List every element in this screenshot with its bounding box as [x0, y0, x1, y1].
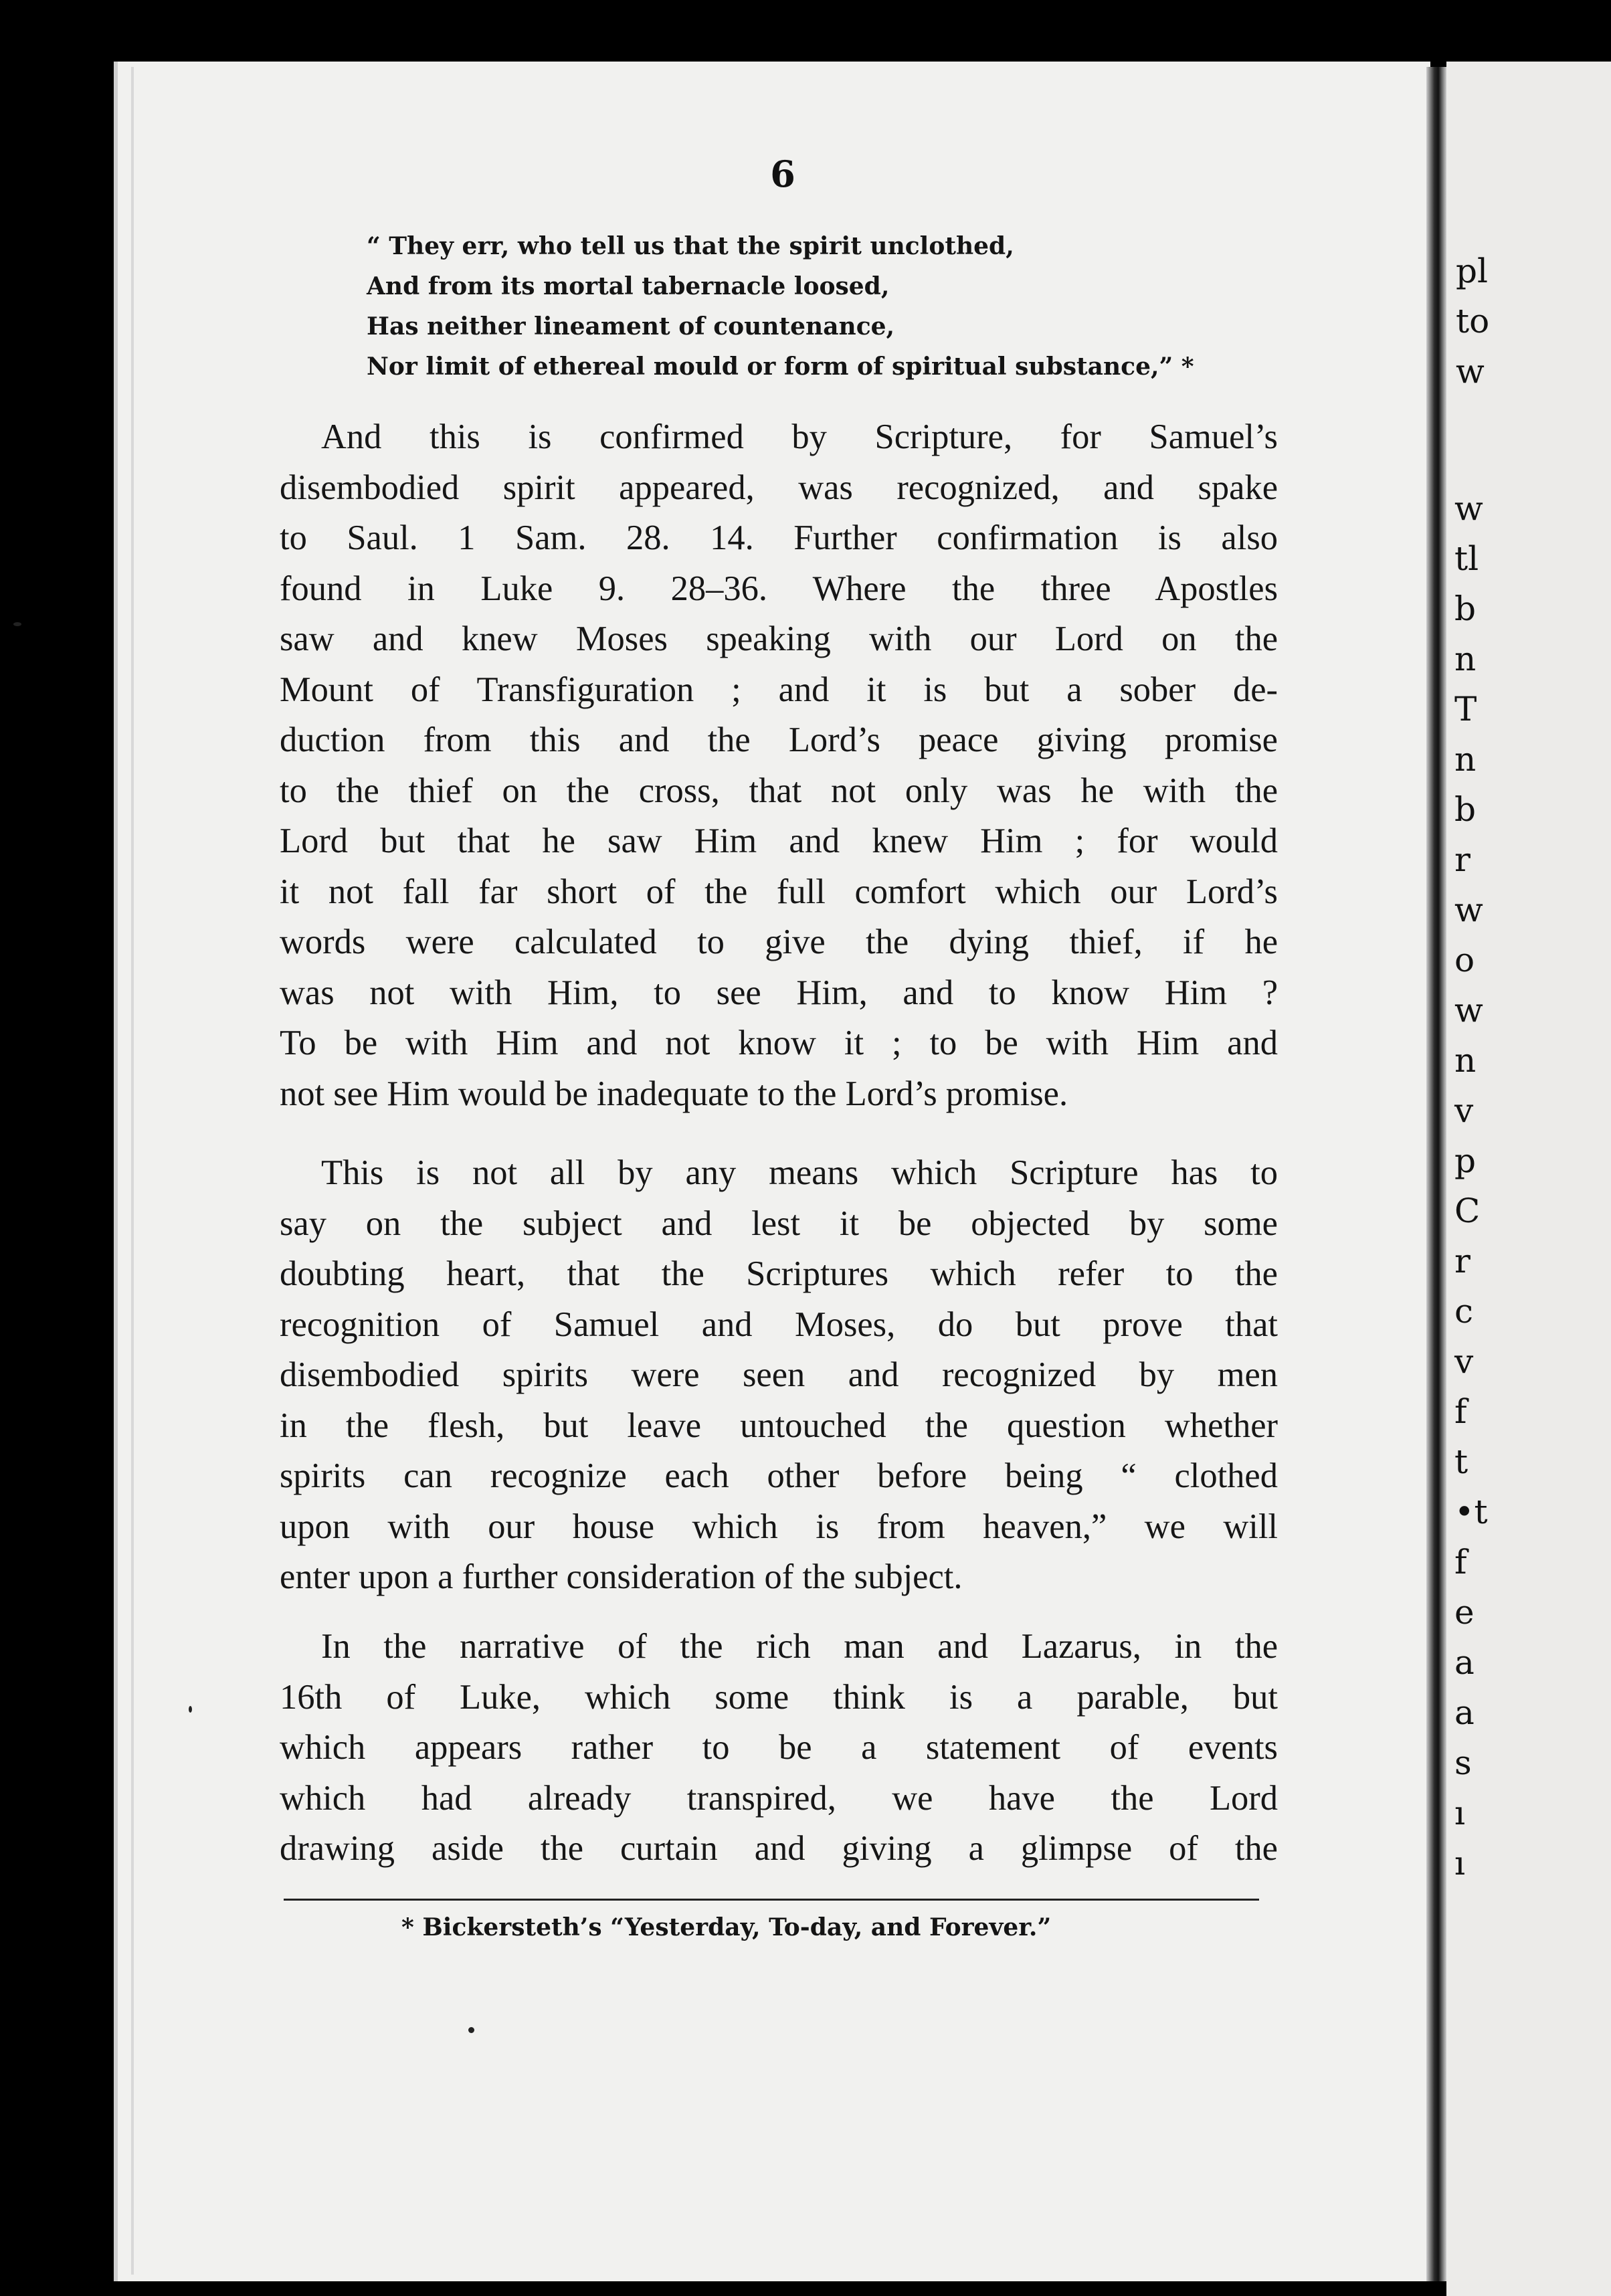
text-line: duction from this and the Lord’s peace giving promise — [280, 721, 1278, 759]
text-line: upon with our house which is from heaven,” we will — [280, 1507, 1278, 1546]
text-line: which appears rather to be a statement of events — [280, 1728, 1278, 1767]
adjacent-page-fragment — [1446, 62, 1611, 2296]
adjacent-page-letter: b — [1454, 589, 1477, 628]
text-line: recognition of Samuel and Moses, do but prove that — [280, 1305, 1278, 1344]
text-line: Mount of Transfiguration ; and it is but a sober de- — [280, 670, 1278, 709]
adjacent-page-letter: b — [1454, 790, 1477, 829]
adjacent-page-letter: •t — [1454, 1493, 1488, 1531]
text-line: it not fall far short of the full comfort which our Lord’s — [280, 872, 1278, 911]
text-line: spirits can recognize each other before being “ clothed — [280, 1456, 1278, 1495]
adjacent-page-letter: w — [1454, 890, 1483, 929]
scan-speck — [13, 622, 21, 626]
page-edge — [131, 67, 134, 2275]
verse-line: “ They err, who tell us that the spirit unclothed, — [367, 232, 1014, 260]
adjacent-page-letter: f — [1454, 1543, 1467, 1582]
paragraph-1 — [280, 412, 1278, 1119]
text-line: enter upon a further consideration of the subject. — [280, 1557, 963, 1596]
adjacent-page-letter: v — [1454, 1091, 1474, 1130]
text-line: was not with Him, to see Him, and to know Him ? — [280, 973, 1278, 1012]
adjacent-page-letter: r — [1454, 840, 1471, 879]
adjacent-page-letter: ı — [1454, 1794, 1465, 1832]
adjacent-page-letter: c — [1454, 1292, 1474, 1331]
epigraph-verse — [367, 226, 1317, 387]
paragraph-3 — [280, 1622, 1278, 1875]
adjacent-page-letter: n — [1454, 740, 1477, 779]
text-line: doubting heart, that the Scriptures which refer to the — [280, 1254, 1278, 1293]
text-line: to the thief on the cross, that not only was he with the — [280, 771, 1278, 810]
adjacent-page-letter: C — [1454, 1191, 1481, 1230]
adjacent-page-letter: w — [1454, 489, 1483, 528]
text-line: disembodied spirit appeared, was recognized, and spake — [280, 468, 1278, 507]
adjacent-page-letter: w — [1456, 352, 1485, 391]
text-line: disembodied spirits were seen and recognized by men — [280, 1355, 1278, 1394]
adjacent-page-letter: pl — [1456, 252, 1488, 290]
adjacent-page-letter: o — [1454, 941, 1475, 979]
adjacent-page-letter: s — [1454, 1743, 1472, 1782]
text-line: 16th of Luke, which some think is a parable, but — [280, 1677, 1278, 1717]
adjacent-page-letter: a — [1454, 1643, 1475, 1682]
text-line: Lord but that he saw Him and knew Him ; for would — [280, 822, 1278, 860]
scan-speck — [189, 1706, 192, 1713]
page-number: 6 — [770, 153, 795, 195]
adjacent-page-letter: e — [1454, 1593, 1475, 1632]
adjacent-page-letter: f — [1454, 1392, 1467, 1431]
text-line: And this is confirmed by Scripture, for Samuel’s — [321, 417, 1278, 456]
adjacent-page-letter: n — [1454, 1041, 1477, 1080]
text-line: This is not all by any means which Scripture has to — [321, 1153, 1278, 1192]
paragraph-2 — [280, 1148, 1278, 1603]
text-line: In the narrative of the rich man and Lazarus, in the — [321, 1627, 1278, 1666]
adjacent-page-letter: r — [1454, 1242, 1471, 1280]
text-line: in the flesh, but leave untouched the question whether — [280, 1406, 1278, 1445]
text-line: saw and knew Moses speaking with our Lord on the — [280, 619, 1278, 658]
verse-line: Has neither lineament of countenance, — [367, 312, 895, 341]
adjacent-page-letter: T — [1454, 690, 1477, 729]
text-line: found in Luke 9. 28–36. Where the three Apostles — [280, 569, 1278, 608]
text-line: To be with Him and not know it ; to be with Him and — [280, 1024, 1278, 1062]
adjacent-page-letter: a — [1454, 1693, 1475, 1732]
adjacent-page-letter: tl — [1454, 539, 1479, 578]
scan-speck — [468, 2027, 474, 2033]
verse-line: And from its mortal tabernacle loosed, — [367, 272, 890, 300]
adjacent-page-letter: p — [1454, 1141, 1477, 1180]
verse-line: Nor limit of ethereal mould or form of spiritual substance,” * — [367, 353, 1194, 381]
text-line: to Saul. 1 Sam. 28. 14. Further confirmation is also — [280, 518, 1278, 557]
adjacent-page-letter: to — [1456, 302, 1490, 341]
book-gutter — [1426, 67, 1446, 2281]
text-line: which had already transpired, we have the Lord — [280, 1778, 1278, 1818]
adjacent-page-letter: t — [1454, 1442, 1468, 1481]
text-line: not see Him would be inadequate to the Lord’s promise. — [280, 1074, 1068, 1113]
adjacent-page-letter: v — [1454, 1342, 1474, 1381]
text-line: words were calculated to give the dying thief, if he — [280, 923, 1278, 961]
adjacent-page-letter: w — [1454, 991, 1483, 1030]
adjacent-page-letter: ı — [1454, 1844, 1465, 1883]
text-line: say on the subject and lest it be objected by some — [280, 1204, 1278, 1243]
footnote-rule — [284, 1899, 1259, 1901]
adjacent-page-letter: n — [1454, 640, 1477, 678]
text-line: drawing aside the curtain and giving a glimpse of the — [280, 1829, 1278, 1868]
footnote: * Bickersteth’s “Yesterday, To-day, and Forever.” — [401, 1913, 1052, 1941]
